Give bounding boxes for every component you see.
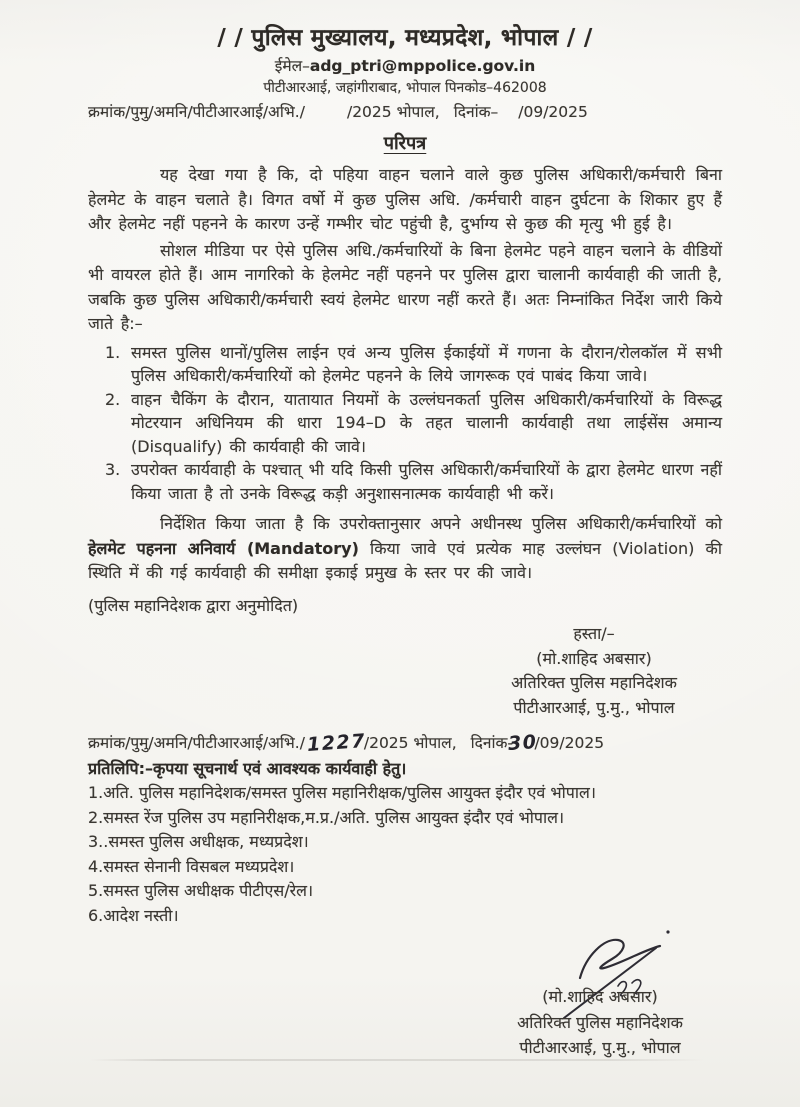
- directive-number: 1.: [105, 342, 121, 362]
- email-line: [88, 55, 722, 78]
- signatory-designation: अतिरिक्त पुलिस महानिदेशक: [517, 1012, 683, 1032]
- signature-block-bottom: [470, 984, 730, 1061]
- signature-block-top: [466, 622, 722, 720]
- directive-text: वाहन चैकिंग के दौरान, यातायात नियमों के उल्लंघनकर्ता पुलिस अधिकारी/कर्मचारियों के विरूद्ध मोटरयान अधिनियम की धारा 194–D के तहत चालानी कार्यवाही तथा लाईसेंस अमान्य (Disqualify) की कार्यवाही की जावे।: [131, 389, 722, 456]
- scan-artifact-line: [90, 1059, 704, 1061]
- ref-date: /09/2025: [518, 103, 588, 121]
- opening-paragraph: यह देखा गया है कि, दो पहिया वाहन चलाने वाले कुछ पुलिस अधिकारी/कर्मचारी बिना हेलमेट के वाहन चलाते है। विगत वर्षो में कुछ पुलिस अधि. /कर्मचारी वाहन दुर्घटना के शिकार हुए हैं और हेलमेट नहीं पहनने के कारण उन्हें गम्भीर चोट पहुंची है, दुर्भाग्य से कुछ की मृत्यु भी हुई है।: [88, 165, 722, 233]
- signatory-name: (मो.शाहिद अबसार): [536, 648, 652, 668]
- ref2-date-label: दिनांक-: [470, 734, 513, 752]
- signatory-office: पीटीआरआई, पु.मु., भोपाल: [513, 697, 675, 717]
- ref-year: /2025 भोपाल,: [346, 103, 440, 121]
- reference-line-2: [88, 730, 722, 756]
- copy-item: 6.आदेश नस्ती।: [88, 905, 179, 925]
- copy-list: [88, 781, 722, 928]
- closing-text-after: किया जावे एवं प्रत्येक माह उल्लंघन (Violation) की स्थिति में की गई कार्यवाही की समीक्षा इकाई प्रमुख के स्तर पर की जावे।: [88, 538, 722, 582]
- ref2-date: /09/2025: [534, 734, 605, 752]
- directive-item: [88, 458, 722, 505]
- handwritten-day: 30: [507, 730, 539, 755]
- address-line: पीटीआरआई, जहांगीराबाद, भोपाल पिनकोड–462008: [263, 80, 547, 96]
- directive-number: 2.: [105, 389, 121, 409]
- closing-text-before: निर्देशित किया जाता है कि उपरोक्तानुसार अपने अधीनस्थ पुलिस अधिकारी/कर्मचारियों को: [160, 514, 722, 533]
- ref-date-label: दिनांक–: [453, 103, 499, 121]
- signatory-designation: अतिरिक्त पुलिस महानिदेशक: [511, 673, 677, 692]
- copy-item: 5.समस्त पुलिस अधीक्षक पीटीएस/रेल।: [88, 881, 314, 900]
- directive-item: [88, 341, 722, 388]
- handwritten-serial-number: 1227: [306, 729, 367, 757]
- signatory-office: पीटीआरआई, पु.मु., भोपाल: [519, 1038, 681, 1057]
- reference-line: [88, 100, 722, 124]
- copy-item: 1.अति. पुलिस महानिदेशक/समस्त पुलिस महानिरीक्षक/पुलिस आयुक्त इंदौर एवं भोपाल।: [88, 783, 596, 802]
- closing-paragraph: [88, 512, 722, 586]
- social-media-paragraph: सोशल मीडिया पर ऐसे पुलिस अधि./कर्मचारियों के बिना हेलमेट पहने वाहन चलाने के वीडियों भी वायरल होते हैं। आम नागरिको के हेलमेट नहीं पहनने पर पुलिस द्वारा चालानी कार्यवाही की जाती है, जबकि कुछ पुलिस अधिकारी/कर्मचारी स्वयं हेलमेट धारण नहीं करते हैं। अतः निम्नांकित निर्देश जारी किये जाते है:–: [88, 240, 722, 333]
- ref-prefix: क्रमांक/पुमु/अमनि/पीटीआरआई/अभि./: [88, 103, 305, 121]
- subject-heading: परिपत्र: [383, 133, 427, 154]
- directive-text: उपरोक्त कार्यवाही के पश्चात् भी यदि किसी पुलिस अधिकारी/कर्मचारियों के द्वारा हेलमेट धारण नहीं किया जाता है तो उनके विरूद्ध कड़ी अनुशासनात्मक कार्यवाही भी करें।: [131, 460, 722, 503]
- email-label: ईमेल–: [274, 57, 310, 75]
- ref2-prefix: क्रमांक/पुमु/अमनि/पीटीआरआई/अभि./: [88, 734, 305, 752]
- copy-item: 2.समस्त रेंज पुलिस उप महानिरीक्षक,म.प्र./अति. पुलिस आयुक्त इंदौर एवं भोपाल।: [88, 807, 565, 827]
- directive-text: समस्त पुलिस थानों/पुलिस लाईन एवं अन्य पुलिस ईकाईयों में गणना के दौरान/रोलकॉल में सभी पुलिस अधिकारी/कर्मचारियों को हेलमेट पहनने के लिये जागरूक एवं पाबंद किया जावे।: [131, 342, 722, 385]
- copy-item: 4.समस्त सेनानी विसबल मध्यप्रदेश।: [88, 856, 295, 876]
- directive-number: 3.: [105, 460, 121, 479]
- letterhead-title: / / पुलिस मुख्यालय, मध्यप्रदेश, भोपाल / /: [217, 25, 593, 51]
- directive-item: [88, 388, 722, 459]
- directives-list: [88, 341, 722, 506]
- signed-label: हस्ता/–: [573, 624, 615, 643]
- copy-item: 3..समस्त पुलिस अधीक्षक, मध्यप्रदेश।: [88, 832, 309, 851]
- approval-note: (पुलिस महानिदेशक द्वारा अनुमोदित): [88, 595, 299, 615]
- ref2-year: /2025 भोपाल,: [363, 734, 457, 752]
- copy-to-heading: प्रतिलिपि:–कृपया सूचनार्थ एवं आवश्यक कार्यवाही हेतु।: [88, 759, 407, 778]
- signatory-name: (मो.शाहिद अबसार): [542, 987, 658, 1006]
- email-address: adg_ptri@mppolice.gov.in: [309, 57, 536, 75]
- mandatory-emphasis: हेलमेट पहनना अनिवार्य (Mandatory): [88, 538, 359, 558]
